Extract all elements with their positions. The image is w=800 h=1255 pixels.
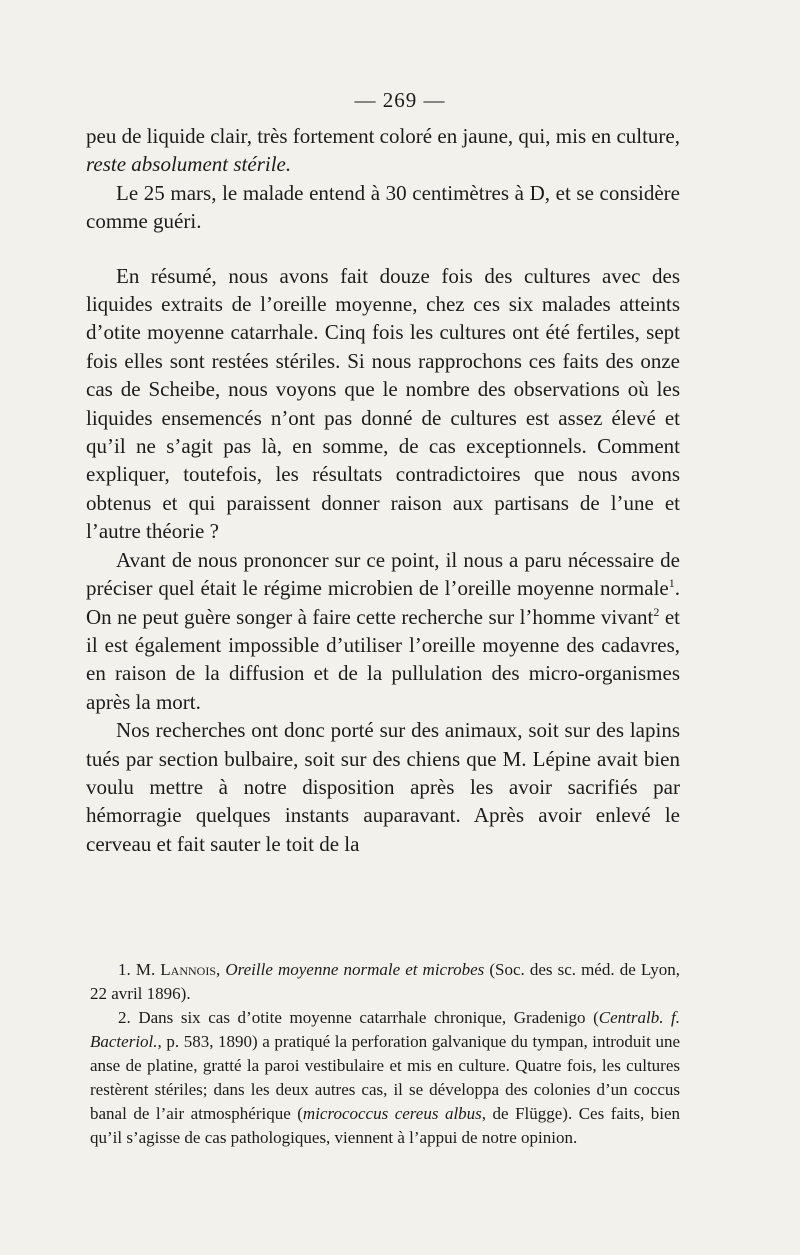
footnote-2-text: 2. Dans six cas d’otite moyenne catarrhale chronique, Gradenigo ( — [118, 1008, 599, 1027]
paragraph-1-text: peu de liquide clair, très fortement coloré en jaune, qui, mis en culture, — [86, 124, 680, 148]
footnote-1 — [90, 958, 680, 1006]
paragraph-5: Nos recherches ont donc porté sur des animaux, soit sur des lapins tués par section bulbaire, soit sur des chiens que M. Lépine avait bien voulu mettre à notre disposition après les avoir sacrifiés par hémorragie quelques instants auparavant. Après avoir enlevé le cerveau et fait sauter le toit de la — [86, 718, 680, 856]
footnote-2-species: micrococcus cereus albus — [302, 1104, 482, 1123]
paragraph-3: En résumé, nous avons fait douze fois des cultures avec des liquides extraits de l’oreille moyenne, chez ces six malades atteints d’otite moyenne catarrhale. Cinq fois les cultures ont été fertiles, sept fois elles sont restées stériles. Si nous rapprochons ces faits des onze cas de Scheibe, nous voyons que le nombre des observations où les liquides ensemencés n’ont pas donné de cultures est assez élevé et qu’il ne s’agit pas là, en somme, de cas exceptionnels. Comment expliquer, toutefois, les résultats contradictoires que nous avons obtenus et qui paraissent donner raison aux partisans de l’une et l’autre théorie ? — [86, 263, 680, 544]
footnote-2-tail: , de Flügge). Ces faits, bien qu’il s’agisse de cas pathologiques, viennent à l’appui de notre opinion. — [90, 1104, 680, 1147]
paragraph-4-text: Avant de nous prononcer sur ce point, il nous a paru nécessaire de préciser quel était le régime microbien de l’oreille moyenne normale — [86, 547, 680, 601]
footnote-1-sep: , — [216, 960, 226, 979]
footnote-2-middle: , p. 583, 1890) a pratiqué la perforation galvanique du tympan, introduit une anse de platine, gratté la paroi vestibulaire et mis en culture. Quatre fois, les cultures restèrent stériles; dans les deux autres cas, il se développa des colonies d’un coccus banal de l’air atmosphérique ( — [90, 1032, 680, 1123]
footnotes — [90, 958, 680, 1150]
main-text — [86, 122, 680, 858]
footnote-2-journal: Centralb. f. Bacteriol. — [90, 1008, 680, 1051]
footnote-1-source: (Soc. des sc. méd. de Lyon, 22 avril 1896). — [90, 960, 681, 1003]
footnote-1-title: Oreille moyenne normale et microbes — [225, 960, 485, 979]
paragraph-1 — [86, 122, 680, 179]
paragraph-2: Le 25 mars, le malade entend à 30 centimètres à D, et se considère comme guéri. — [86, 180, 680, 234]
footnote-ref-2: 2 — [653, 604, 660, 619]
footnote-1-author: Lannois — [160, 960, 217, 979]
paragraph-4-tail: et il est également impossible d’utiliser l’oreille moyenne des cadavres, en raison de la diffusion et de la pullulation des micro-organismes après la mort. — [86, 604, 680, 714]
paragraph-4 — [86, 546, 680, 716]
paragraph-4-middle: . On ne peut guère songer à faire cette recherche sur l’homme vivant — [86, 576, 680, 629]
footnote-1-number: 1. M. — [118, 960, 161, 979]
footnote-2 — [90, 1006, 680, 1150]
footnote-ref-1: 1 — [668, 576, 675, 591]
paragraph-1-italic: reste absolument stérile. — [86, 152, 292, 177]
page-number: — 269 — — [354, 88, 446, 112]
